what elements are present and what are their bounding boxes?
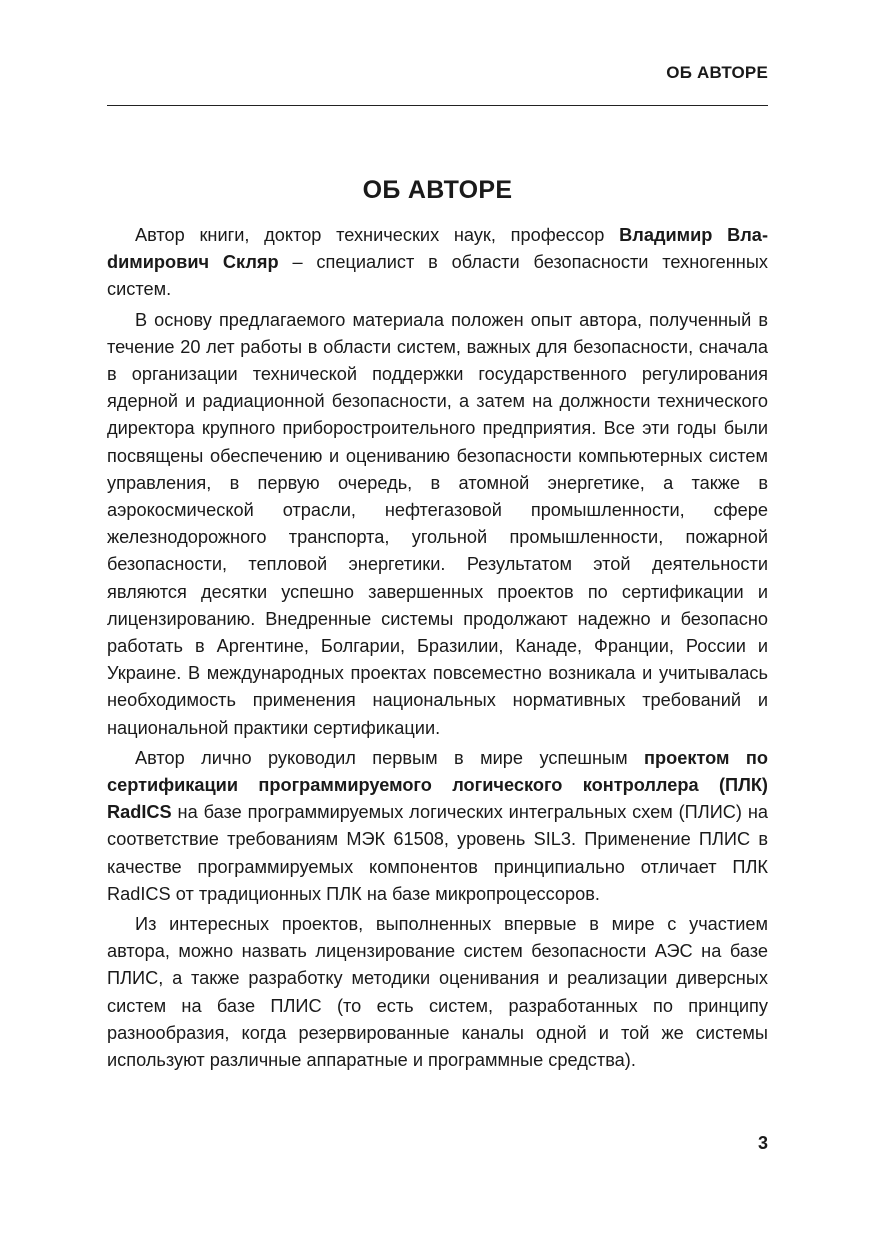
paragraph-3-text-end: на базе программируемых логических интегральных схем (ПЛИС) на соответствие требованиям МЭК 61508, уровень SIL3. Применение ПЛИС в качестве программируемых компонентов принципиально отличает ПЛК RadICS от традиционных ПЛК на базе микропроцессоров. — [107, 802, 768, 904]
paragraph-3 — [107, 745, 768, 908]
author-name: Владимир Влаdимирович Скляр — [107, 225, 768, 273]
paragraph-3-text-start: Автор лично руководил первым в мире успешным — [135, 747, 645, 768]
paragraph-1-text-start: Автор книги, доктор технических наук, профессор — [135, 225, 620, 245]
header-rule — [107, 105, 768, 106]
paragraph-1-text-end: – специалист в области безопасности техногенных систем. — [107, 252, 768, 300]
paragraph-2: В основу предлагаемого материала положен опыт автора, полученный в течение 20 лет работы в области систем, важных для безопасности, сначала в организации технической поддержки государственного регулирования ядерной и радиационной безопасности, а затем на должности технического директора крупного приборостроительного предприятия. Все эти годы были посвящены обеспечению и оцениванию безопасности компьютерных систем управления, в первую очередь, в атомной энергетике, а также в аэрокосмической отрасли, нефтегазовой промышленности, сфере железнодорожного транспорта, угольной промышленности, пожарной безопасности, тепловой энергетики. Результатом этой деятельности являются десятки успешно завершенных проектов по сертификации и лицензированию. Внедренные системы продолжают надежно и безопасно работать в Аргентине, Болгарии, Бразилии, Канаде, Франции, России и Украине. В международных проектах повсеместно возникала и учитывалась необходимость применения национальных нормативных требований и национальной практики сертификации. — [107, 309, 768, 738]
project-highlight: проектом по сертификации программируемого логического контроллера (ПЛК) RadICS — [107, 747, 768, 823]
running-head: ОБ АВТОРЕ — [666, 63, 768, 82]
chapter-title: ОБ АВТОРЕ — [362, 176, 513, 204]
paragraph-4: Из интересных проектов, выполненных впервые в мире с участием автора, можно назвать лицензирование систем безопасности АЭС на базе ПЛИС, а также разработку методики оценивания и реализации диверсных систем на базе ПЛИС (то есть систем, разработанных по принципу разнообразия, когда резервированные каналы одной и той же системы используют различные аппаратные и программные средства). — [107, 914, 768, 1071]
body-text — [107, 222, 768, 1077]
page-number: 3 — [757, 1133, 768, 1153]
paragraph-1 — [107, 222, 768, 304]
